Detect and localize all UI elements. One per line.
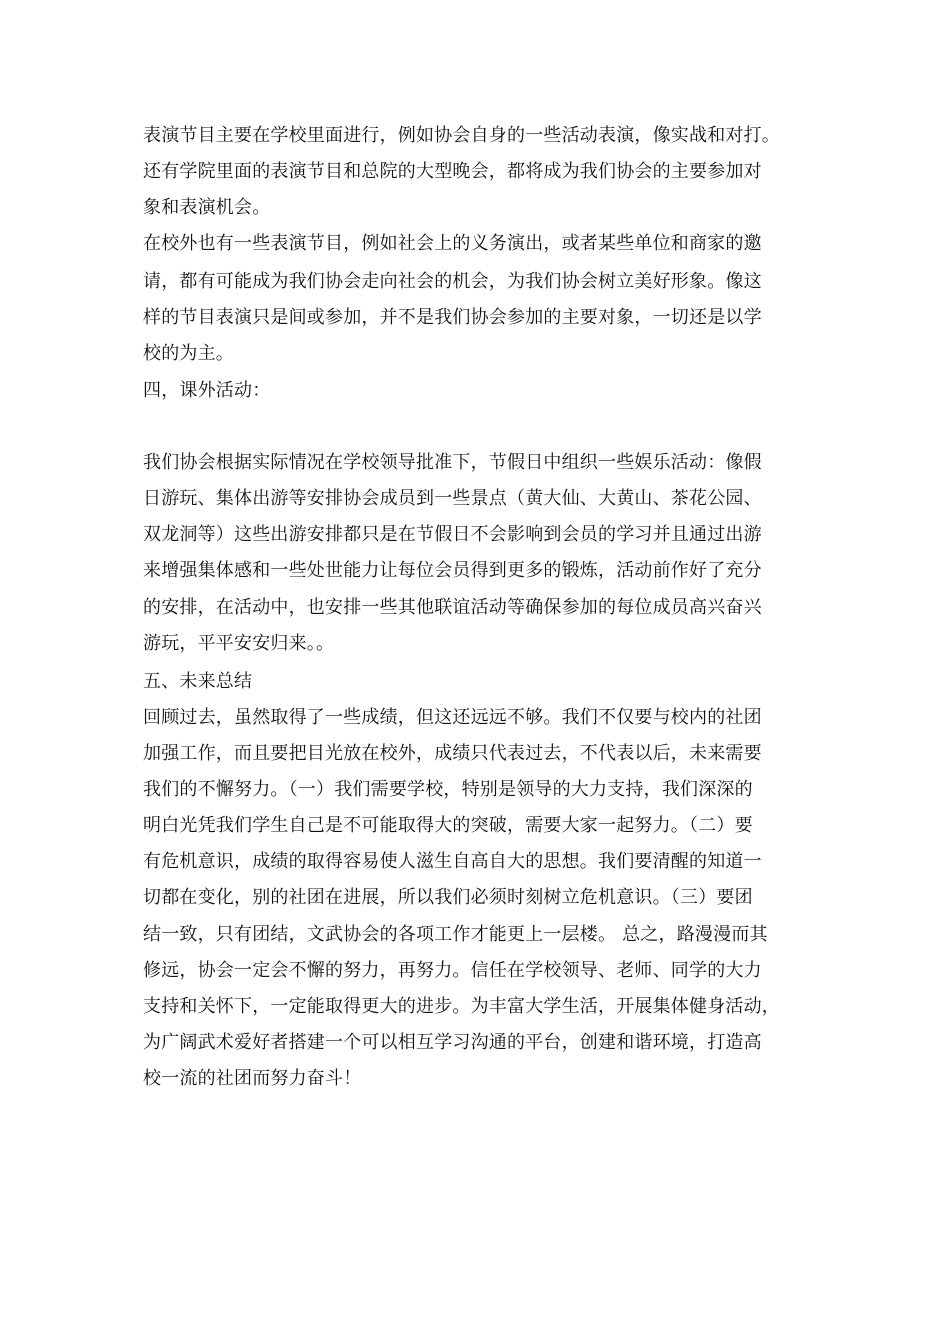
section-heading: 四，课外活动：: [143, 380, 271, 401]
text-line: 结一致，只有团结，文武协会的各项工作才能更上一层楼。 总之，路漫漫而其: [143, 924, 768, 945]
text-line: 加强工作，而且要把目光放在校外，成绩只代表过去，不代表以后，未来需要: [143, 743, 762, 764]
text-line: 样的节目表演只是间或参加，并不是我们协会参加的主要对象，一切还是以学: [143, 307, 762, 328]
text-line: 还有学院里面的表演节目和总院的大型晚会，都将成为我们协会的主要参加对: [143, 161, 762, 182]
text-line: 回顾过去，虽然取得了一些成绩，但这还远远不够。我们不仅要与校内的社团: [143, 707, 762, 728]
section-heading: 五、未来总结: [143, 671, 253, 692]
text-line: 校一流的社团而努力奋斗！: [143, 1068, 362, 1089]
text-line: 游玩，平平安安归来。。: [143, 633, 335, 654]
text-line: 修远，协会一定会不懈的努力，再努力。信任在学校领导、老师、同学的大力: [143, 960, 762, 981]
text-line: 有危机意识，成绩的取得容易使人滋生自高自大的思想。我们要清醒的知道一: [143, 851, 762, 872]
text-line: 我们的不懈努力。（一）我们需要学校，特别是领导的大力支持，我们深深的: [143, 779, 753, 800]
text-line: 表演节目主要在学校里面进行，例如协会自身的一些活动表演，像实战和对打。: [143, 125, 780, 146]
text-line: 请，都有可能成为我们协会走向社会的机会，为我们协会树立美好形象。像这: [143, 271, 762, 292]
text-line: 在校外也有一些表演节目，例如社会上的义务演出，或者某些单位和商家的邀: [143, 233, 762, 254]
text-line: 双龙洞等）这些出游安排都只是在节假日不会影响到会员的学习并且通过出游: [143, 524, 762, 545]
text-line: 切都在变化，别的社团在进展，所以我们必须时刻树立危机意识。（三）要团: [143, 887, 753, 908]
blank-line: [143, 412, 833, 442]
text-line: 为广阔武术爱好者搭建一个可以相互学习沟通的平台，创建和谐环境，打造高: [143, 1032, 762, 1053]
text-line: 日游玩、集体出游等安排协会成员到一些景点（黄大仙、大黄山、茶花公园、: [143, 488, 762, 509]
text-line: 支持和关怀下，一定能取得更大的进步。为丰富大学生活，开展集体健身活动，: [143, 996, 780, 1017]
text-line: 象和表演机会。: [143, 197, 271, 218]
text-line: 我们协会根据实际情况在学校领导批准下，节假日中组织一些娱乐活动：像假: [143, 452, 762, 473]
text-line: 明白光凭我们学生自己是不可能取得大的突破，需要大家一起努力。（二）要: [143, 815, 753, 836]
text-line: 的安排，在活动中，也安排一些其他联谊活动等确保参加的每位成员高兴奋兴: [143, 597, 762, 618]
text-line: 校的为主。: [143, 343, 234, 364]
text-line: 来增强集体感和一些处世能力让每位会员得到更多的锻炼，活动前作好了充分: [143, 560, 762, 581]
